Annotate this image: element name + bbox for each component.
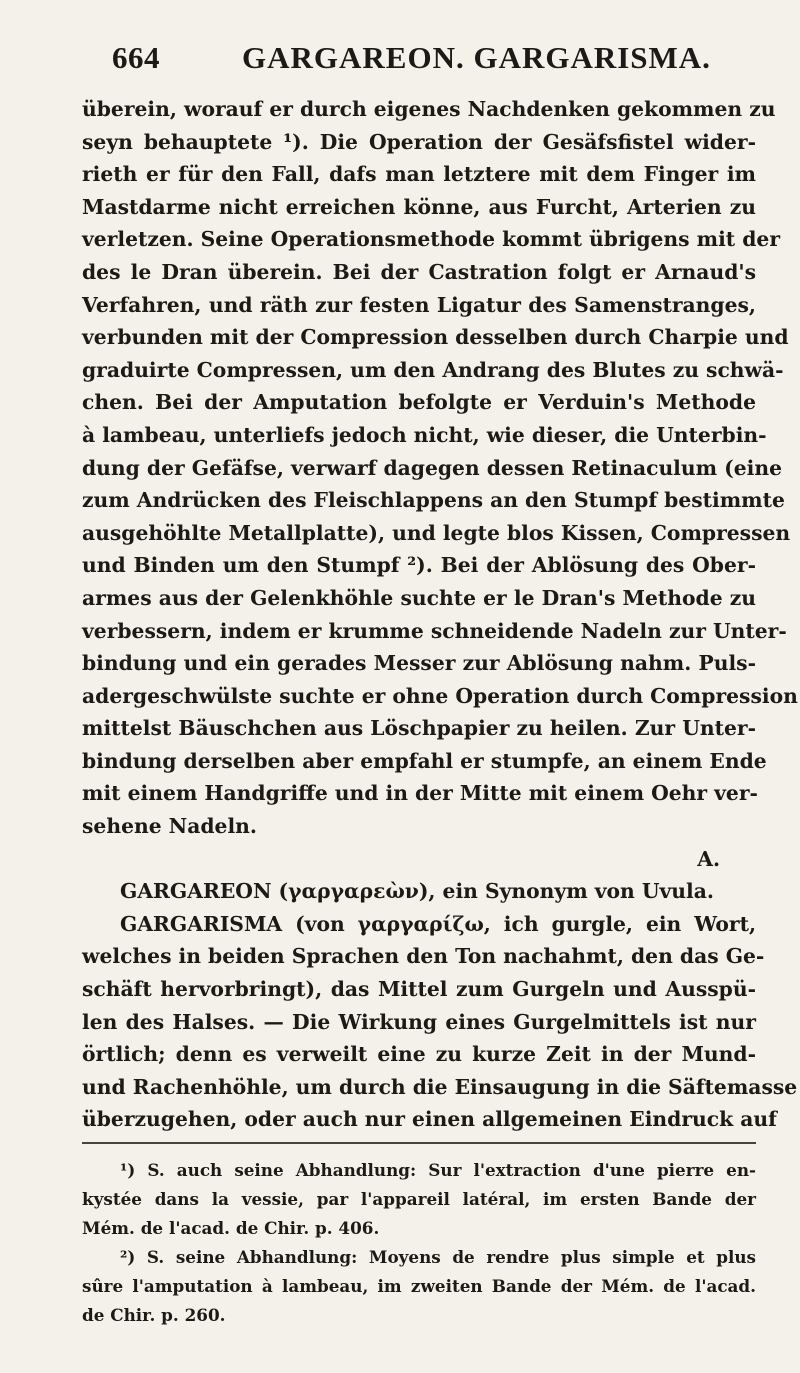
text-line: verbessern, indem er krumme schneidende Nadeln zur Unter- <box>82 618 787 643</box>
text-line: bindung und ein gerades Messer zur Ablösung nahm. Puls- <box>82 651 756 676</box>
text-line: ausgehöhlte Metallplatte), und legte blos Kissen, Compressen <box>82 520 791 545</box>
text-line: Verfahren, und räth zur festen Ligatur des Samenstranges, <box>82 292 756 317</box>
text-line: sehene Nadeln. <box>82 814 257 839</box>
book-page <box>82 40 798 1330</box>
text-line: dung der Gefäfse, verwarf dagegen dessen Retinaculum (eine <box>82 455 783 480</box>
entry-gargarisma-line: und Rachenhöhle, um durch die Einsaugung in die Säftemasse <box>82 1074 798 1099</box>
entry-gargareon: GARGAREON (γαργαρεὼν), ein Synonym von Uvula. <box>120 879 714 904</box>
text-line: à lambeau, unterliefs jedoch nicht, wie dieser, die Unterbin- <box>82 422 767 447</box>
text-line: armes aus der Gelenkhöhle suchte er le Dran's Methode zu <box>82 585 756 610</box>
text-line: bindung derselben aber empfahl er stumpfe, an einem Ende <box>82 748 767 773</box>
entry-gargarisma-line: schäft hervorbringt), das Mittel zum Gurgeln und Ausspü- <box>82 977 756 1002</box>
text-line: rieth er für den Fall, dafs man letztere mit dem Finger im <box>82 162 756 187</box>
text-line: verbunden mit der Compression desselben durch Charpie und <box>82 325 789 350</box>
footnote-divider <box>82 1142 756 1144</box>
text-line: graduirte Compressen, um den Andrang des Blutes zu schwä- <box>82 357 784 382</box>
entry-gargarisma-line: überzugehen, oder auch nur einen allgemeinen Eindruck auf <box>82 1107 777 1132</box>
text-line: Mastdarme nicht erreichen könne, aus Furcht, Arterien zu <box>82 194 756 219</box>
text-line: und Binden um den Stumpf ²). Bei der Ablösung des Ober- <box>82 553 756 578</box>
page-number: 664 <box>112 40 160 75</box>
text-line: adergeschwülste suchte er ohne Operation durch Compression <box>82 683 798 708</box>
footnote-line: ¹) S. auch seine Abhandlung: Sur l'extraction d'une pierre en- <box>120 1160 756 1180</box>
footnotes <box>82 1156 756 1330</box>
author-signature: A. <box>697 846 720 871</box>
entry-gargarisma-line: welches in beiden Sprachen den Ton nachahmt, den das Ge- <box>82 944 765 969</box>
text-line: zum Andrücken des Fleischlappens an den Stumpf bestimmte <box>82 488 785 513</box>
footnote-line: ²) S. seine Abhandlung: Moyens de rendre plus simple et plus <box>120 1247 756 1267</box>
entry-gargarisma-line: len des Halses. — Die Wirkung eines Gurgelmittels ist nur <box>82 1009 756 1034</box>
running-header <box>82 40 756 86</box>
text-line: seyn behauptete ¹). Die Operation der Gesäfsfistel wider- <box>82 129 756 154</box>
running-title: GARGAREON. GARGARISMA. <box>242 40 711 75</box>
footnote-line: de Chir. p. 260. <box>82 1305 226 1325</box>
text-line: verletzen. Seine Operationsmethode kommt übrigens mit der <box>82 227 781 252</box>
text-line: des le Dran überein. Bei der Castration folgt er Arnaud's <box>82 259 756 284</box>
entry-gargarisma-line: örtlich; denn es verweilt eine zu kurze Zeit in der Mund- <box>82 1042 756 1067</box>
text-line: mit einem Handgriffe und in der Mitte mit einem Oehr ver- <box>82 781 758 806</box>
entry-gargarisma-line: GARGARISMA (von γαργαρίζω, ich gurgle, ein Wort, <box>120 911 756 936</box>
footnote-line: kystée dans la vessie, par l'appareil latéral, im ersten Bande der <box>82 1189 756 1209</box>
text-line: mittelst Bäuschchen aus Löschpapier zu heilen. Zur Unter- <box>82 716 756 741</box>
text-line: chen. Bei der Amputation befolgte er Verduin's Methode <box>82 390 756 415</box>
main-text <box>82 93 798 1136</box>
footnote-line: sûre l'amputation à lambeau, im zweiten Bande der Mém. de l'acad. <box>82 1276 756 1296</box>
footnote-line: Mém. de l'acad. de Chir. p. 406. <box>82 1218 380 1238</box>
text-line: überein, worauf er durch eigenes Nachdenken gekommen zu <box>82 97 776 121</box>
